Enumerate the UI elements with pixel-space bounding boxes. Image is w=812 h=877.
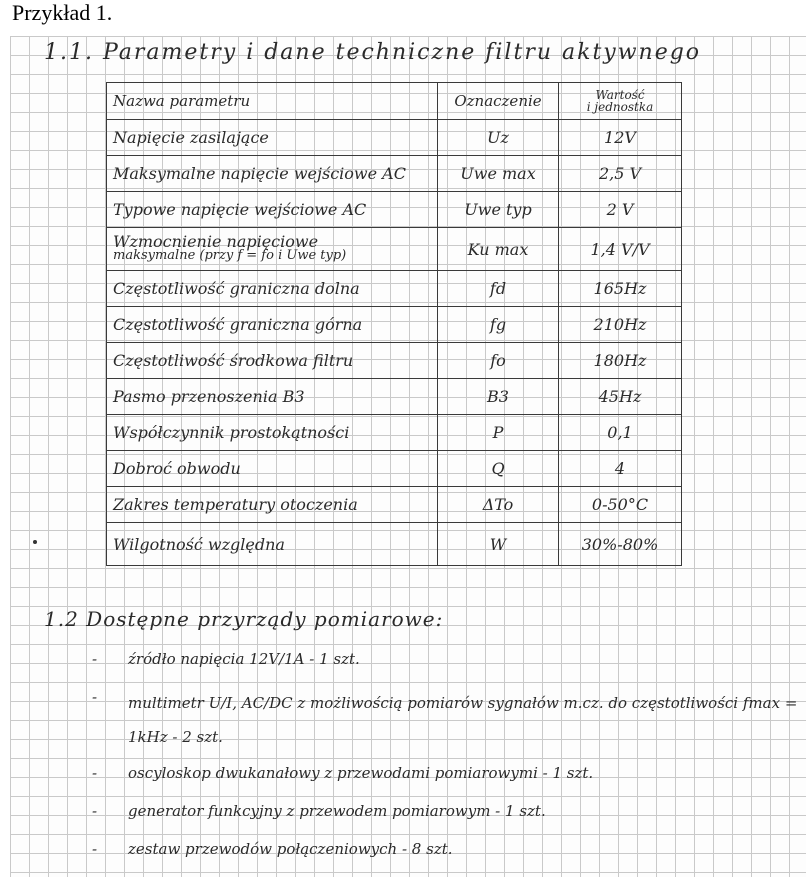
param-symbol: Uwe typ (438, 192, 559, 228)
param-value: 165Hz (559, 271, 682, 307)
param-symbol: fg (438, 307, 559, 343)
list-item (92, 648, 798, 686)
table-row (107, 343, 682, 379)
param-name-line1: Wzmocnienie napięciowe (113, 232, 319, 251)
section-2-title: 1.2 Dostępne przyrządy pomiarowe: (44, 607, 444, 631)
param-name: Częstotliwość graniczna dolna (107, 271, 438, 307)
list-item-text: multimetr U/I, AC/DC z możliwością pomiarów sygnałów m.cz. do częstotliwości fmax = 1kHz - 2 szt. (128, 694, 798, 746)
ink-dot (33, 540, 37, 544)
table-row (107, 487, 682, 523)
list-item-text: zestaw przewodów połączeniowych - 8 szt. (128, 840, 453, 858)
param-symbol: P (438, 415, 559, 451)
bullet-dash: - (92, 650, 98, 668)
table-row (107, 228, 682, 271)
table-row (107, 120, 682, 156)
list-item-text: źródło napięcia 12V/1A - 1 szt. (128, 650, 360, 668)
param-value: 4 (559, 451, 682, 487)
param-symbol: Q (438, 451, 559, 487)
table-row (107, 307, 682, 343)
list-item (92, 762, 798, 800)
example-heading: Przykład 1. (12, 0, 113, 25)
header-symbol: Oznaczenie (438, 83, 559, 120)
bullet-dash: - (92, 802, 98, 820)
table-row (107, 379, 682, 415)
bullet-dash: - (92, 840, 98, 858)
param-name: Częstotliwość środkowa filtru (107, 343, 438, 379)
list-item (92, 838, 798, 876)
param-symbol: W (438, 523, 559, 566)
param-name: Napięcie zasilające (107, 120, 438, 156)
instrument-list (92, 648, 798, 876)
bullet-dash: - (92, 688, 98, 706)
param-name-line2: maksymalne (przy f = fo i Uwe typ) (113, 248, 347, 263)
param-name: Współczynnik prostokątności (107, 415, 438, 451)
param-name: Typowe napięcie wejściowe AC (107, 192, 438, 228)
header-name: Nazwa parametru (107, 83, 438, 120)
param-name (107, 228, 438, 271)
bullet-dash: - (92, 764, 98, 782)
section-1-title: 1.1. Parametry i dane techniczne filtru aktywnego (44, 40, 702, 65)
list-item (92, 800, 798, 838)
param-symbol: fd (438, 271, 559, 307)
param-name: Dobroć obwodu (107, 451, 438, 487)
param-name: Pasmo przenoszenia B3 (107, 379, 438, 415)
parameters-table (106, 82, 682, 566)
header-value (559, 83, 682, 120)
table-header-row (107, 83, 682, 120)
param-value: 0-50°C (559, 487, 682, 523)
param-symbol: Uwe max (438, 156, 559, 192)
param-name: Maksymalne napięcie wejściowe AC (107, 156, 438, 192)
table-row (107, 451, 682, 487)
list-item-text: generator funkcyjny z przewodem pomiarowym - 1 szt. (128, 802, 546, 820)
param-name: Wilgotność względna (107, 523, 438, 566)
list-item-text: oscyloskop dwukanałowy z przewodami pomiarowymi - 1 szt. (128, 764, 594, 782)
table-row (107, 192, 682, 228)
param-value: 2,5 V (559, 156, 682, 192)
param-value: 210Hz (559, 307, 682, 343)
table-row (107, 415, 682, 451)
param-symbol: Ku max (438, 228, 559, 271)
param-value: 2 V (559, 192, 682, 228)
param-value: 0,1 (559, 415, 682, 451)
table-row (107, 271, 682, 307)
param-value: 180Hz (559, 343, 682, 379)
param-value: 45Hz (559, 379, 682, 415)
param-value: 1,4 V/V (559, 228, 682, 271)
list-item (92, 686, 798, 762)
table-row (107, 156, 682, 192)
header-value-line1: Wartość (595, 88, 645, 102)
param-name: Zakres temperatury otoczenia (107, 487, 438, 523)
param-symbol: Uz (438, 120, 559, 156)
param-symbol: B3 (438, 379, 559, 415)
param-value: 12V (559, 120, 682, 156)
param-symbol: ΔTo (438, 487, 559, 523)
param-value: 30%-80% (559, 523, 682, 566)
param-symbol: fo (438, 343, 559, 379)
param-name: Częstotliwość graniczna górna (107, 307, 438, 343)
table-row (107, 523, 682, 566)
header-value-line2: i jednostka (586, 100, 654, 114)
